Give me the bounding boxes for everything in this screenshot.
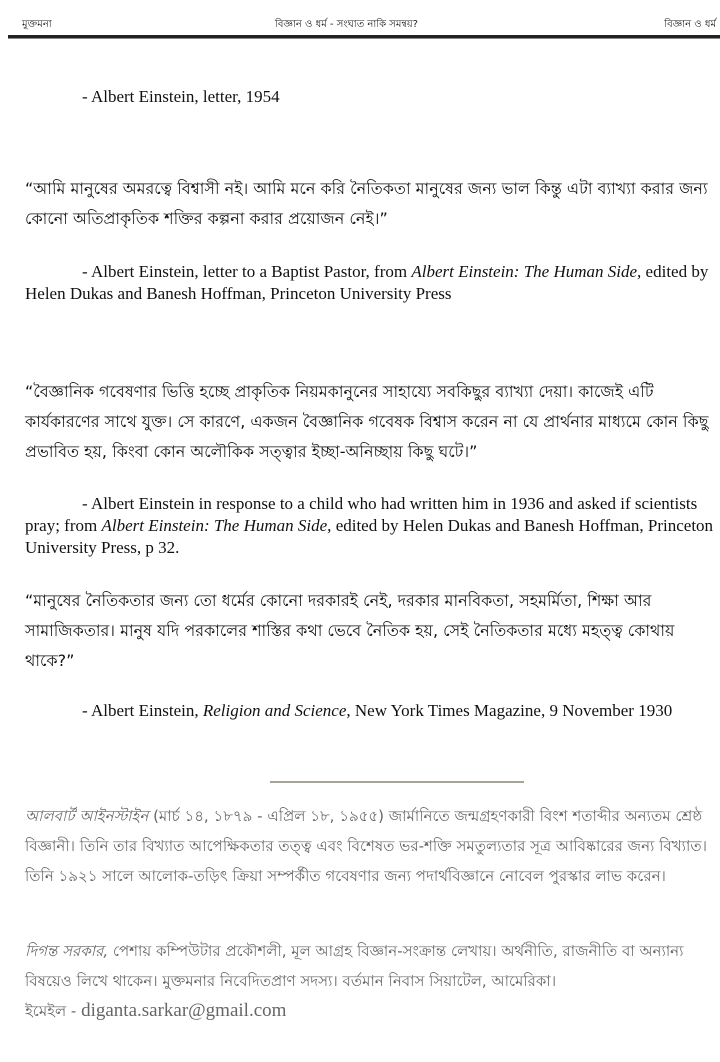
quote-2-attribution: - Albert Einstein, letter to a Baptist Pastor, from Albert Einstein: The Human Side, edited by Helen Dukas and Banesh Hoffman, Princeton University Press — [25, 262, 709, 303]
header-article-title: বিজ্ঞান ও ধর্ম - সংঘাত নাকি সমন্বয়? — [275, 19, 418, 30]
einstein-bio: আলবার্ট আইনস্টাইন (মার্চ ১৪, ১৮৭৯ - এপ্রিল ১৮, ১৯৫৫) জার্মানিতে জন্মগ্রহণকারী বিংশ শতাব্দীর অন্যতম শ্রেষ্ঠ বিজ্ঞানী। তিনি তার বিখ্যাত আপেক্ষিকতার তত্ত্ব এবং বিশেষত ভর-শক্তি সমতুল্যতার সূত্র আবিষ্কারের জন্য বিখ্যাত। তিনি ১৯২১ সালে আলোক-তড়িৎ ক্রিয়া সম্পর্কীত গবেষণার জন্য পদার্থবিজ্ঞানে নোবেল পুরস্কার লাভ করেন। — [25, 807, 707, 885]
quote-2-text: “আমি মানুষের অমরত্বে বিশ্বাসী নই। আমি মনে করি নৈতিকতা মানুষের জন্য ভাল কিন্তু এটা ব্যাখ্যা করার জন্য কোনো অতিপ্রাকৃতিক শক্তির কল্পনা করার প্রয়োজন নেই।” — [25, 179, 708, 228]
quote-3-attribution: - Albert Einstein in response to a child who had written him in 1936 and asked if scientists pray; from Albert Einstein: The Human Side, edited by Helen Dukas and Banesh Hoffman, Princeton University Press, p 32. — [25, 494, 714, 557]
author-email-link[interactable]: diganta.sarkar@gmail.com — [81, 1000, 287, 1021]
page-header — [0, 0, 720, 40]
quote-3-text: “বৈজ্ঞানিক গবেষণার ভিত্তি হচ্ছে প্রাকৃতিক নিয়মকানুনের সাহায্যে সবকিছুর ব্যাখ্যা দেয়া। কাজেই এটি কার্যকারণের সাথে যুক্ত। সে কারণে, একজন বৈজ্ঞানিক গবেষক বিশ্বাস করেন না যে প্রার্থনার মাধ্যমে কোন কিছু প্রভাবিত হয়, কিংবা কোন অলৌকিক সত্ত্বার ইচ্ছা-অনিচ্ছায় কিছু ঘটে।” — [25, 382, 709, 461]
quote-1-attribution: - Albert Einstein, letter, 1954 — [82, 87, 280, 106]
quote-4-attribution: - Albert Einstein, Religion and Science, New York Times Magazine, 9 November 1930 — [82, 701, 673, 720]
book-title: Albert Einstein: The Human Side, — [101, 516, 332, 535]
book-title: Albert Einstein: The Human Side, — [411, 262, 642, 281]
bio-name: আলবার্ট আইনস্টাইন — [25, 807, 149, 825]
author-name: দিগন্ত সরকার, — [25, 942, 109, 960]
author-bio: দিগন্ত সরকার, পেশায় কম্পিউটার প্রকৌশলী, মূল আগ্রহ বিজ্ঞান-সংক্রান্ত লেখায়। অর্থনীতি, রাজনীতি বা অন্যান্য বিষয়েও লিখে থাকেন। মুক্তমনার নিবেদিতপ্রাণ সদস্য। বর্তমান নিবাস সিয়াটেল, আমেরিকা। ইমেইল - diganta.sarkar@gmail.com — [25, 942, 684, 1021]
section-separator — [270, 781, 524, 783]
header-site-name: মুক্তমনা — [22, 19, 52, 30]
email-label: ইমেইল - — [25, 1002, 82, 1020]
header-rule — [8, 35, 720, 39]
header-section-title: বিজ্ঞান ও ধর্ম — [664, 19, 716, 30]
article-title: Religion and Science — [202, 701, 347, 720]
quote-4-text: “মানুষের নৈতিকতার জন্য তো ধর্মের কোনো দরকারই নেই, দরকার মানবিকতা, সহমর্মিতা, শিক্ষা আর সামাজিকতার। মানুষ যদি পরকালের শাস্তির কথা ভেবে নৈতিক হয়, সেই নৈতিকতার মধ্যে মহত্ত্ব কোথায় থাকে?” — [25, 591, 675, 670]
